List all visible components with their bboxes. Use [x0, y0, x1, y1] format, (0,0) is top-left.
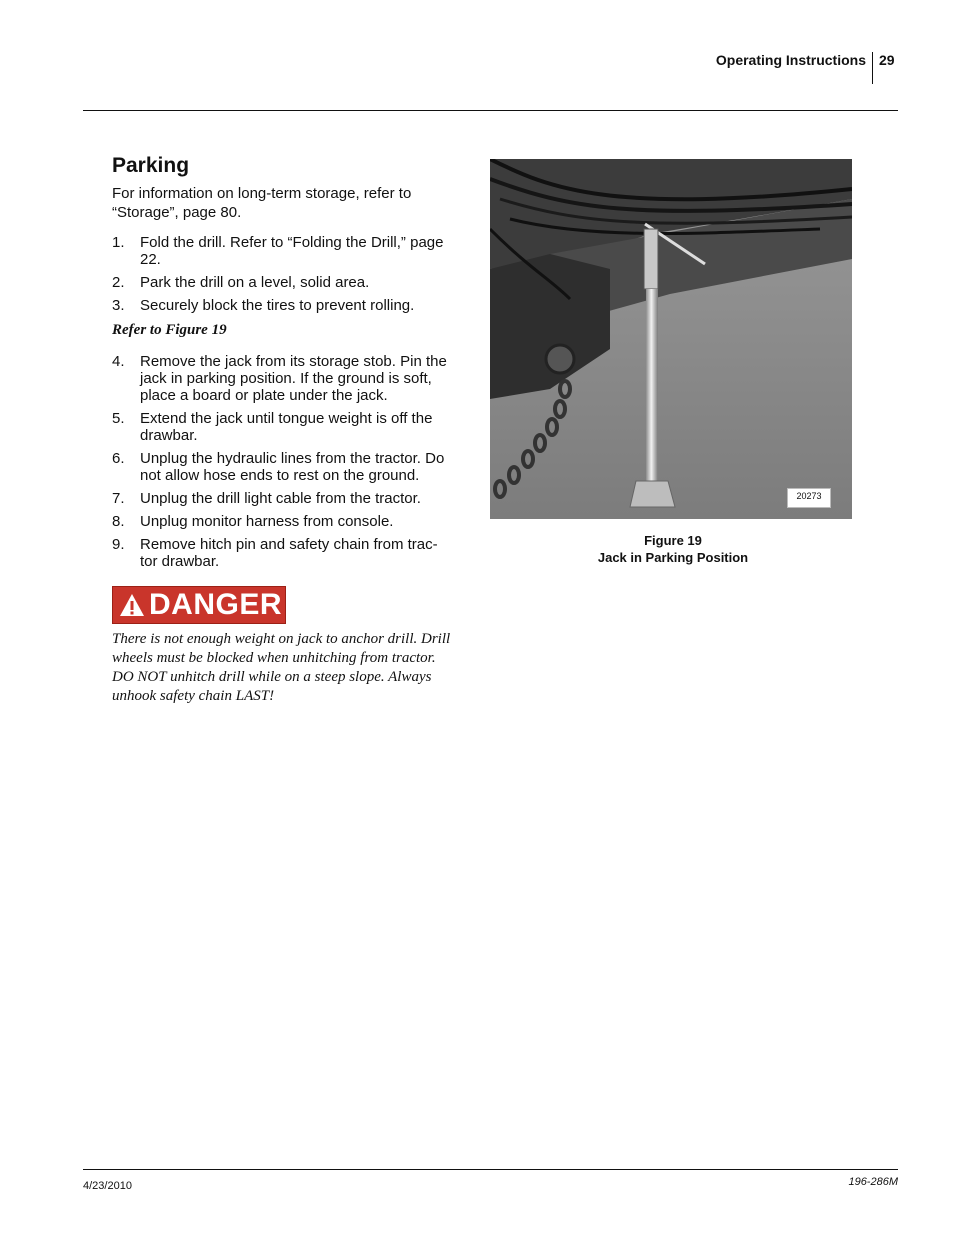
list-item: 9. Remove hitch pin and safety chain from trac-tor drawbar.	[112, 536, 438, 570]
steps-list-a	[112, 234, 452, 314]
figure-number: Figure 19	[644, 533, 702, 548]
page-number: 29	[879, 52, 895, 68]
list-item: 8. Unplug monitor harness from console.	[112, 513, 394, 530]
list-item: 3. Securely block the tires to prevent rolling.	[112, 297, 415, 314]
list-item: 7. Unplug the drill light cable from the tractor.	[112, 490, 421, 507]
danger-message: There is not enough weight on jack to anchor drill. Drill wheels must be blocked when unhitching from tractor. DO NOT unhitch drill while on a steep slope. Always unhook safety chain LAST!	[112, 631, 451, 704]
photo-id-label: 20273	[787, 488, 831, 508]
header-separator	[872, 52, 873, 84]
danger-badge	[112, 586, 286, 624]
list-item: 5. Extend the jack until tongue weight is off the drawbar.	[112, 410, 433, 444]
warning-triangle-icon	[119, 592, 145, 618]
figure-reference: Refer to Figure 19	[112, 322, 227, 338]
intro-paragraph: For information on long-term storage, refer to “Storage”, page 80.	[112, 185, 412, 221]
list-item: 6. Unplug the hydraulic lines from the tractor. Do not allow hose ends to rest on the ground.	[112, 450, 445, 484]
list-item: 2. Park the drill on a level, solid area.	[112, 274, 370, 291]
figure-caption	[490, 532, 856, 566]
footer-doc-number: 196-286M	[848, 1176, 898, 1188]
section-title: Parking	[112, 154, 190, 177]
jack-photo	[490, 159, 852, 519]
list-item: 4. Remove the jack from its storage stob. Pin the jack in parking position. If the ground is soft, place a board or plate under the jack.	[112, 353, 447, 404]
list-item: 1. Fold the drill. Refer to “Folding the Drill,” page 22.	[112, 234, 444, 268]
footer-rule	[83, 1169, 898, 1170]
content-column	[112, 152, 452, 706]
photo-illustration	[490, 159, 852, 519]
page-header-title: Operating Instructions	[715, 52, 866, 68]
footer-date: 4/23/2010	[83, 1180, 132, 1192]
figure-title: Jack in Parking Position	[597, 550, 749, 565]
steps-list-b	[112, 353, 452, 570]
header-rule	[83, 110, 898, 111]
danger-label: DANGER	[149, 588, 283, 621]
